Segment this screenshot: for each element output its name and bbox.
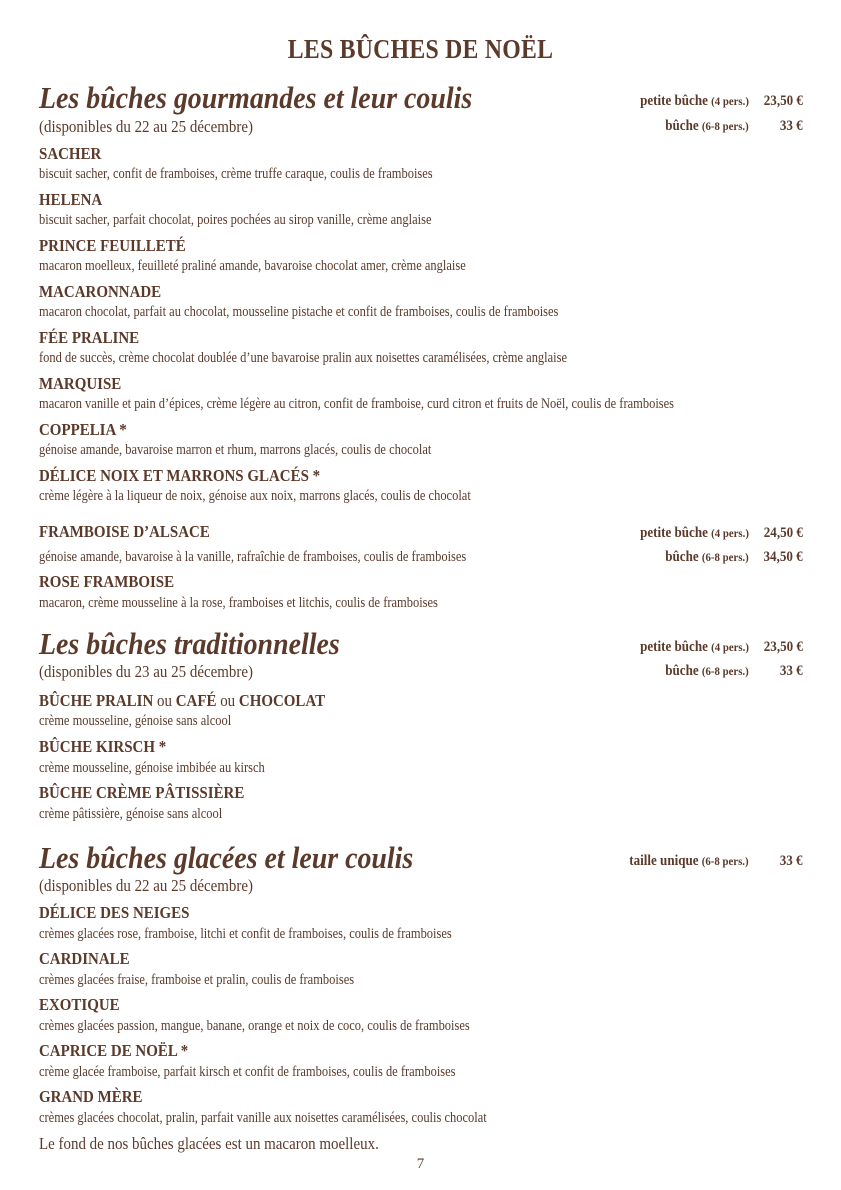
page-title: LES BÛCHES DE NOËL (287, 34, 554, 64)
footnote: Le fond de nos bûches glacées est un macaron moelleux. (39, 1134, 379, 1153)
item-name: DÉLICE NOIX ET MARRONS GLACÉS * (39, 466, 321, 485)
item-description: biscuit sacher, parfait chocolat, poires pochées au sirop vanille, crème anglaise (39, 212, 432, 228)
item-name: ROSE FRAMBOISE (39, 572, 175, 591)
item-description: crème pâtissière, génoise sans alcool (39, 806, 223, 822)
item-description: fond de succès, crème chocolat doublée d’une bavaroise pralin aux noisettes caramélisées, crème anglaise (39, 350, 568, 366)
item-description: biscuit sacher, confit de framboises, crème truffe caraque, coulis de framboises (39, 166, 433, 182)
item-description: macaron, crème mousseline à la rose, framboises et litchis, coulis de framboises (39, 595, 438, 611)
item-name: COPPELIA * (39, 420, 127, 439)
availability-glacees: (disponibles du 22 au 25 décembre) (39, 876, 253, 895)
item-name: CAPRICE DE NOËL * (39, 1041, 189, 1060)
item-description: macaron vanille et pain d’épices, crème légère au citron, confit de framboise, curd citron et fruits de Noël, coulis de framboises (39, 396, 675, 412)
page-number: 7 (416, 1156, 425, 1172)
price-line: petite bûche (4 pers.) 23,50 € (640, 93, 803, 109)
item-name: CARDINALE (39, 949, 130, 968)
item-description: génoise amande, bavaroise à la vanille, rafraîchie de framboises, coulis de framboises (39, 549, 467, 565)
item-description: crème mousseline, génoise imbibée au kirsch (39, 760, 265, 776)
price-line: bûche (6-8 pers.) 33 € (665, 118, 803, 134)
price-line: taille unique (6-8 pers.) 33 € (629, 853, 803, 869)
item-name: BÛCHE CRÈME PÂTISSIÈRE (39, 783, 245, 802)
item-description: crèmes glacées rose, framboise, litchi et confit de framboises, coulis de framboises (39, 926, 452, 942)
item-name: DÉLICE DES NEIGES (39, 903, 190, 922)
item-name: FÉE PRALINE (39, 328, 140, 347)
item-name: EXOTIQUE (39, 995, 120, 1014)
price-line: bûche (6-8 pers.) 34,50 € (665, 549, 803, 565)
item-name: BÛCHE PRALIN ou CAFÉ ou CHOCOLAT (39, 691, 326, 710)
price-line: petite bûche (4 pers.) 24,50 € (640, 525, 803, 541)
item-description: crèmes glacées chocolat, pralin, parfait vanille aux noisettes caramélisées, coulis chocolat (39, 1110, 487, 1126)
item-name: SACHER (39, 144, 102, 163)
section-heading-glacees: Les bûches glacées et leur coulis (39, 840, 414, 875)
item-name: FRAMBOISE D’ALSACE (39, 522, 210, 541)
item-description: crème légère à la liqueur de noix, génoise aux noix, marrons glacés, coulis de chocolat (39, 488, 471, 504)
section-heading-traditionnelles: Les bûches traditionnelles (39, 626, 340, 661)
item-name: MARQUISE (39, 374, 122, 393)
price-line: petite bûche (4 pers.) 23,50 € (640, 639, 803, 655)
item-name: MACARONNADE (39, 282, 162, 301)
availability-traditionnelles: (disponibles du 23 au 25 décembre) (39, 662, 253, 681)
item-name: HELENA (39, 190, 103, 209)
section-heading-gourmandes: Les bûches gourmandes et leur coulis (39, 80, 473, 115)
item-description: crème glacée framboise, parfait kirsch et confit de framboises, coulis de framboises (39, 1064, 456, 1080)
item-name: BÛCHE KIRSCH * (39, 737, 167, 756)
item-description: macaron moelleux, feuilleté praliné amande, bavaroise chocolat amer, crème anglaise (39, 258, 466, 274)
item-description: crèmes glacées passion, mangue, banane, orange et noix de coco, coulis de framboises (39, 1018, 470, 1034)
item-name: PRINCE FEUILLETÉ (39, 236, 186, 255)
item-description: génoise amande, bavaroise marron et rhum, marrons glacés, coulis de chocolat (39, 442, 432, 458)
item-description: crème mousseline, génoise sans alcool (39, 713, 232, 729)
item-description: macaron chocolat, parfait au chocolat, mousseline pistache et confit de framboises, coulis de framboises (39, 304, 559, 320)
availability-gourmandes: (disponibles du 22 au 25 décembre) (39, 117, 253, 136)
item-description: crèmes glacées fraise, framboise et pralin, coulis de framboises (39, 972, 355, 988)
price-line: bûche (6-8 pers.) 33 € (665, 663, 803, 679)
item-name: GRAND MÈRE (39, 1087, 143, 1106)
